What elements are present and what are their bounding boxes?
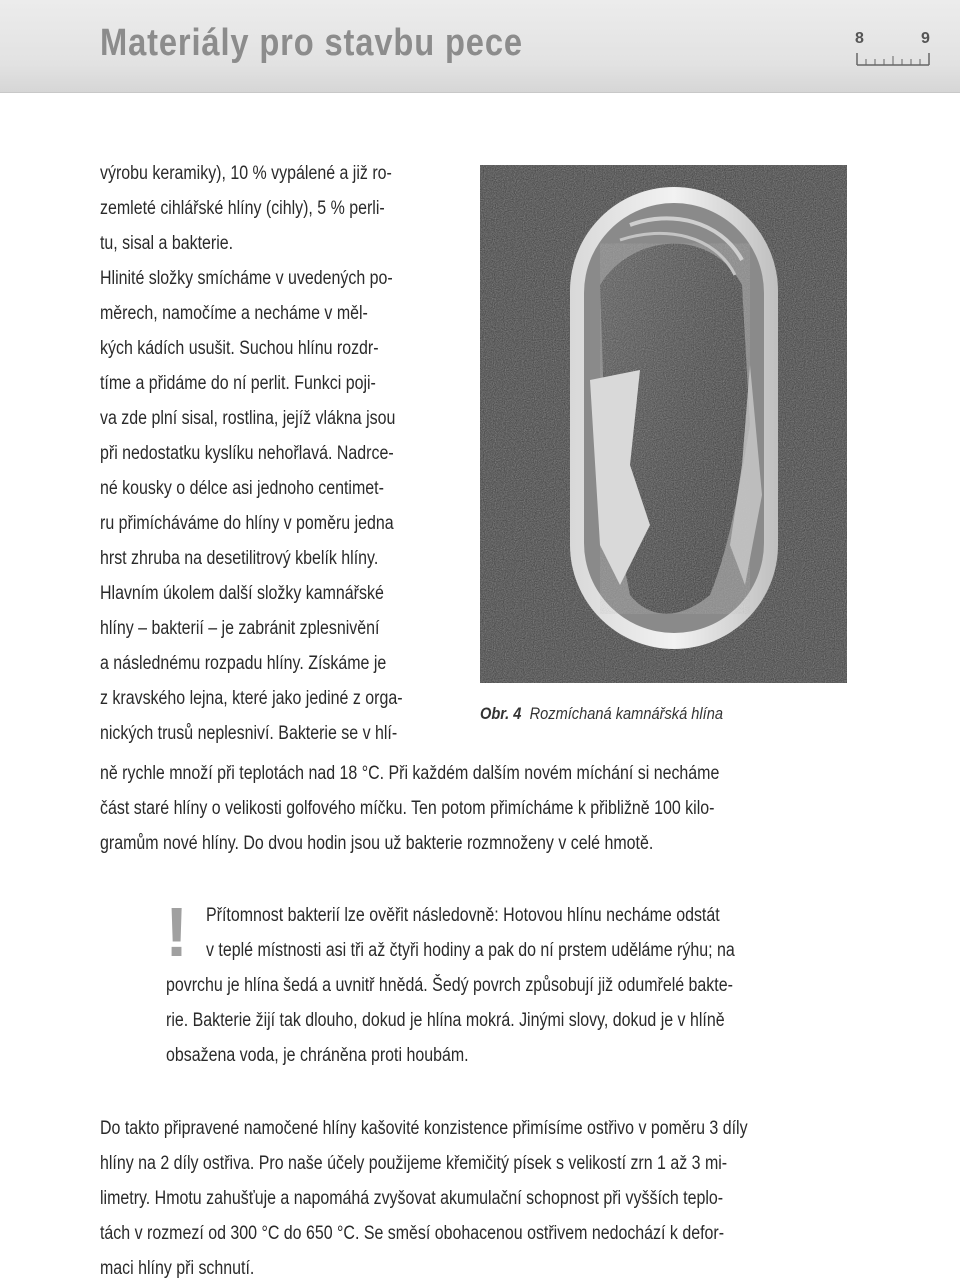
body-line: měrech, namočíme a necháme v měl-	[100, 303, 368, 324]
note-line: Přítomnost bakterií lze ověřit následovně: Hotovou hlínu necháme odstát	[206, 905, 720, 926]
body-line: limetry. Hmotu zahušťuje a napomáhá zvyšovat akumulační schopnost při vyšších teplo-	[100, 1188, 724, 1209]
body-line: tu, sisal a bakterie.	[100, 233, 234, 254]
ruler-icon	[856, 52, 930, 66]
exclamation-icon: !	[165, 893, 189, 971]
body-line: nických trusů neplesniví. Bakterie se v hlí-	[100, 723, 398, 744]
body-line: maci hlíny při schnutí.	[100, 1258, 255, 1279]
body-line: hrst zhruba na desetilitrový kbelík hlíny.	[100, 548, 379, 569]
body-line: při nedostatku kyslíku nehořlavá. Nadrce-	[100, 443, 394, 464]
body-line: tíme a přidáme do ní perlit. Funkci poji-	[100, 373, 376, 394]
body-line: va zde plní sisal, rostlina, jejíž vlákna jsou	[100, 408, 396, 429]
body-line: né kousky o délce asi jednoho centimet-	[100, 478, 384, 499]
note-line: rie. Bakterie žijí tak dlouho, dokud je hlína mokrá. Jinými slovy, dokud je v hlíně	[166, 1010, 725, 1031]
body-line: výrobu keramiky), 10 % vypálené a již ro-	[100, 163, 392, 184]
figure-caption-text: Rozmíchaná kamnářská hlína	[529, 704, 723, 723]
body-line: část staré hlíny o velikosti golfového míčku. Ten potom přimícháme k přibližně 100 kilo-	[100, 798, 715, 819]
body-line: Hlavním úkolem další složky kamnářské	[100, 583, 384, 604]
figure-caption	[480, 704, 723, 724]
body-line: tách v rozmezí od 300 °C do 650 °C. Se směsí obohacenou ostřivem nedochází k defor-	[100, 1223, 725, 1244]
body-line: ru přimícháváme do hlíny v poměru jedna	[100, 513, 394, 534]
page-number-left: 8	[855, 30, 864, 47]
body-line: Hlinité složky smícháme v uvedených po-	[100, 268, 393, 289]
body-line: hlíny na 2 díly ostřiva. Pro naše účely použijeme křemičitý písek s velikostí zrn 1 až 3 mi-	[100, 1153, 728, 1174]
body-line: hlíny – bakterií – je zabránit zplesnivění	[100, 618, 380, 639]
figure-label: Obr. 4	[480, 704, 522, 723]
body-line: zemleté cihlářské hlíny (cihly), 5 % perli-	[100, 198, 385, 219]
page-title: Materiály pro stavbu pece	[100, 22, 523, 64]
body-line: ně rychle množí při teplotách nad 18 °C. Při každém dalším novém míchání si necháme	[100, 763, 720, 784]
note-line: obsažena voda, je chráněna proti houbám.	[166, 1045, 469, 1066]
note-line: v teplé místnosti asi tři až čtyři hodiny a pak do ní prstem uděláme rýhu; na	[206, 940, 735, 961]
body-line: gramům nové hlíny. Do dvou hodin jsou už bakterie rozmnoženy v celé hmotě.	[100, 833, 654, 854]
note-line: povrchu je hlína šedá a uvnitř hnědá. Šedý povrch způsobují již odumřelé bakte-	[166, 975, 733, 996]
clay-dish-photo	[480, 165, 847, 683]
body-line: Do takto připravené namočené hlíny kašovité konzistence přimísíme ostřivo v poměru 3 díly	[100, 1118, 748, 1139]
body-line: z kravského lejna, které jako jediné z orga-	[100, 688, 403, 709]
page-number-right: 9	[921, 30, 930, 47]
body-line: a následnému rozpadu hlíny. Získáme je	[100, 653, 387, 674]
body-line: kých kádích usušit. Suchou hlínu rozdr-	[100, 338, 379, 359]
